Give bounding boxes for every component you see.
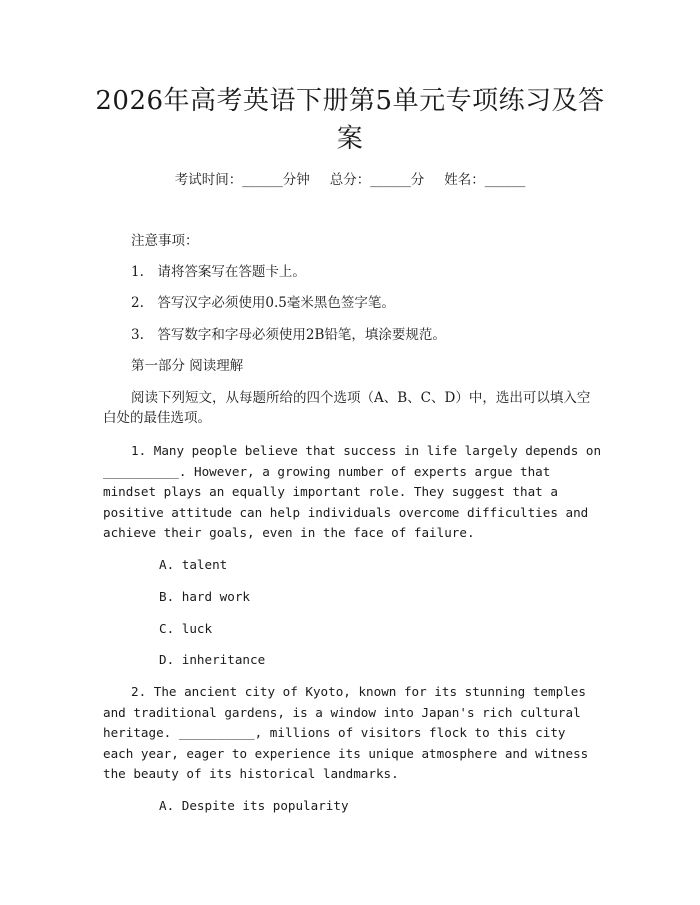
question-1-option-c: C. luck: [159, 621, 213, 636]
question-1-option-b: B. hard work: [159, 589, 250, 604]
exam-info-line: [0, 168, 700, 188]
note-item-1: 1. 请将答案写在答题卡上。: [131, 264, 306, 280]
note-item-3: 3. 答写数字和字母必须使用2B铅笔，填涂要规范。: [131, 327, 446, 343]
document-title: 2026年高考英语下册第5单元专项练习及答案: [95, 86, 605, 154]
section-instruction: 阅读下列短文，从每题所给的四个选项（A、B、C、D）中，选出可以填入空白处的最佳选项。: [103, 390, 591, 426]
note-item-2: 2. 答写汉字必须使用0.5毫米黑色签字笔。: [131, 295, 395, 311]
exam-time-field: 考试时间：______分钟: [174, 172, 310, 188]
total-score-field: 总分：______分: [329, 172, 425, 188]
section-heading: 第一部分 阅读理解: [131, 358, 244, 374]
question-2-text: 2. The ancient city of Kyoto, known for its stunning temples and traditional gardens, is a window into Japan's rich cultural heritage. __________, millions of visitors flock to this city each year, eager to experience its unique atmosphere and witness the beauty of its historical landmarks.: [103, 684, 589, 781]
notes-heading: 注意事项：: [131, 233, 199, 249]
question-1-option-d: D. inheritance: [159, 652, 266, 667]
question-1-text: 1. Many people believe that success in life largely depends on __________. However, a growing number of experts argue that mindset plays an equally important role. They suggest that a positive attitude can help individuals overcome difficulties and achieve their goals, even in the face of failure.: [103, 443, 602, 540]
name-field: 姓名：______: [444, 172, 526, 188]
question-1-option-a: A. talent: [159, 557, 228, 572]
question-2-option-a: A. Despite its popularity: [159, 798, 349, 813]
